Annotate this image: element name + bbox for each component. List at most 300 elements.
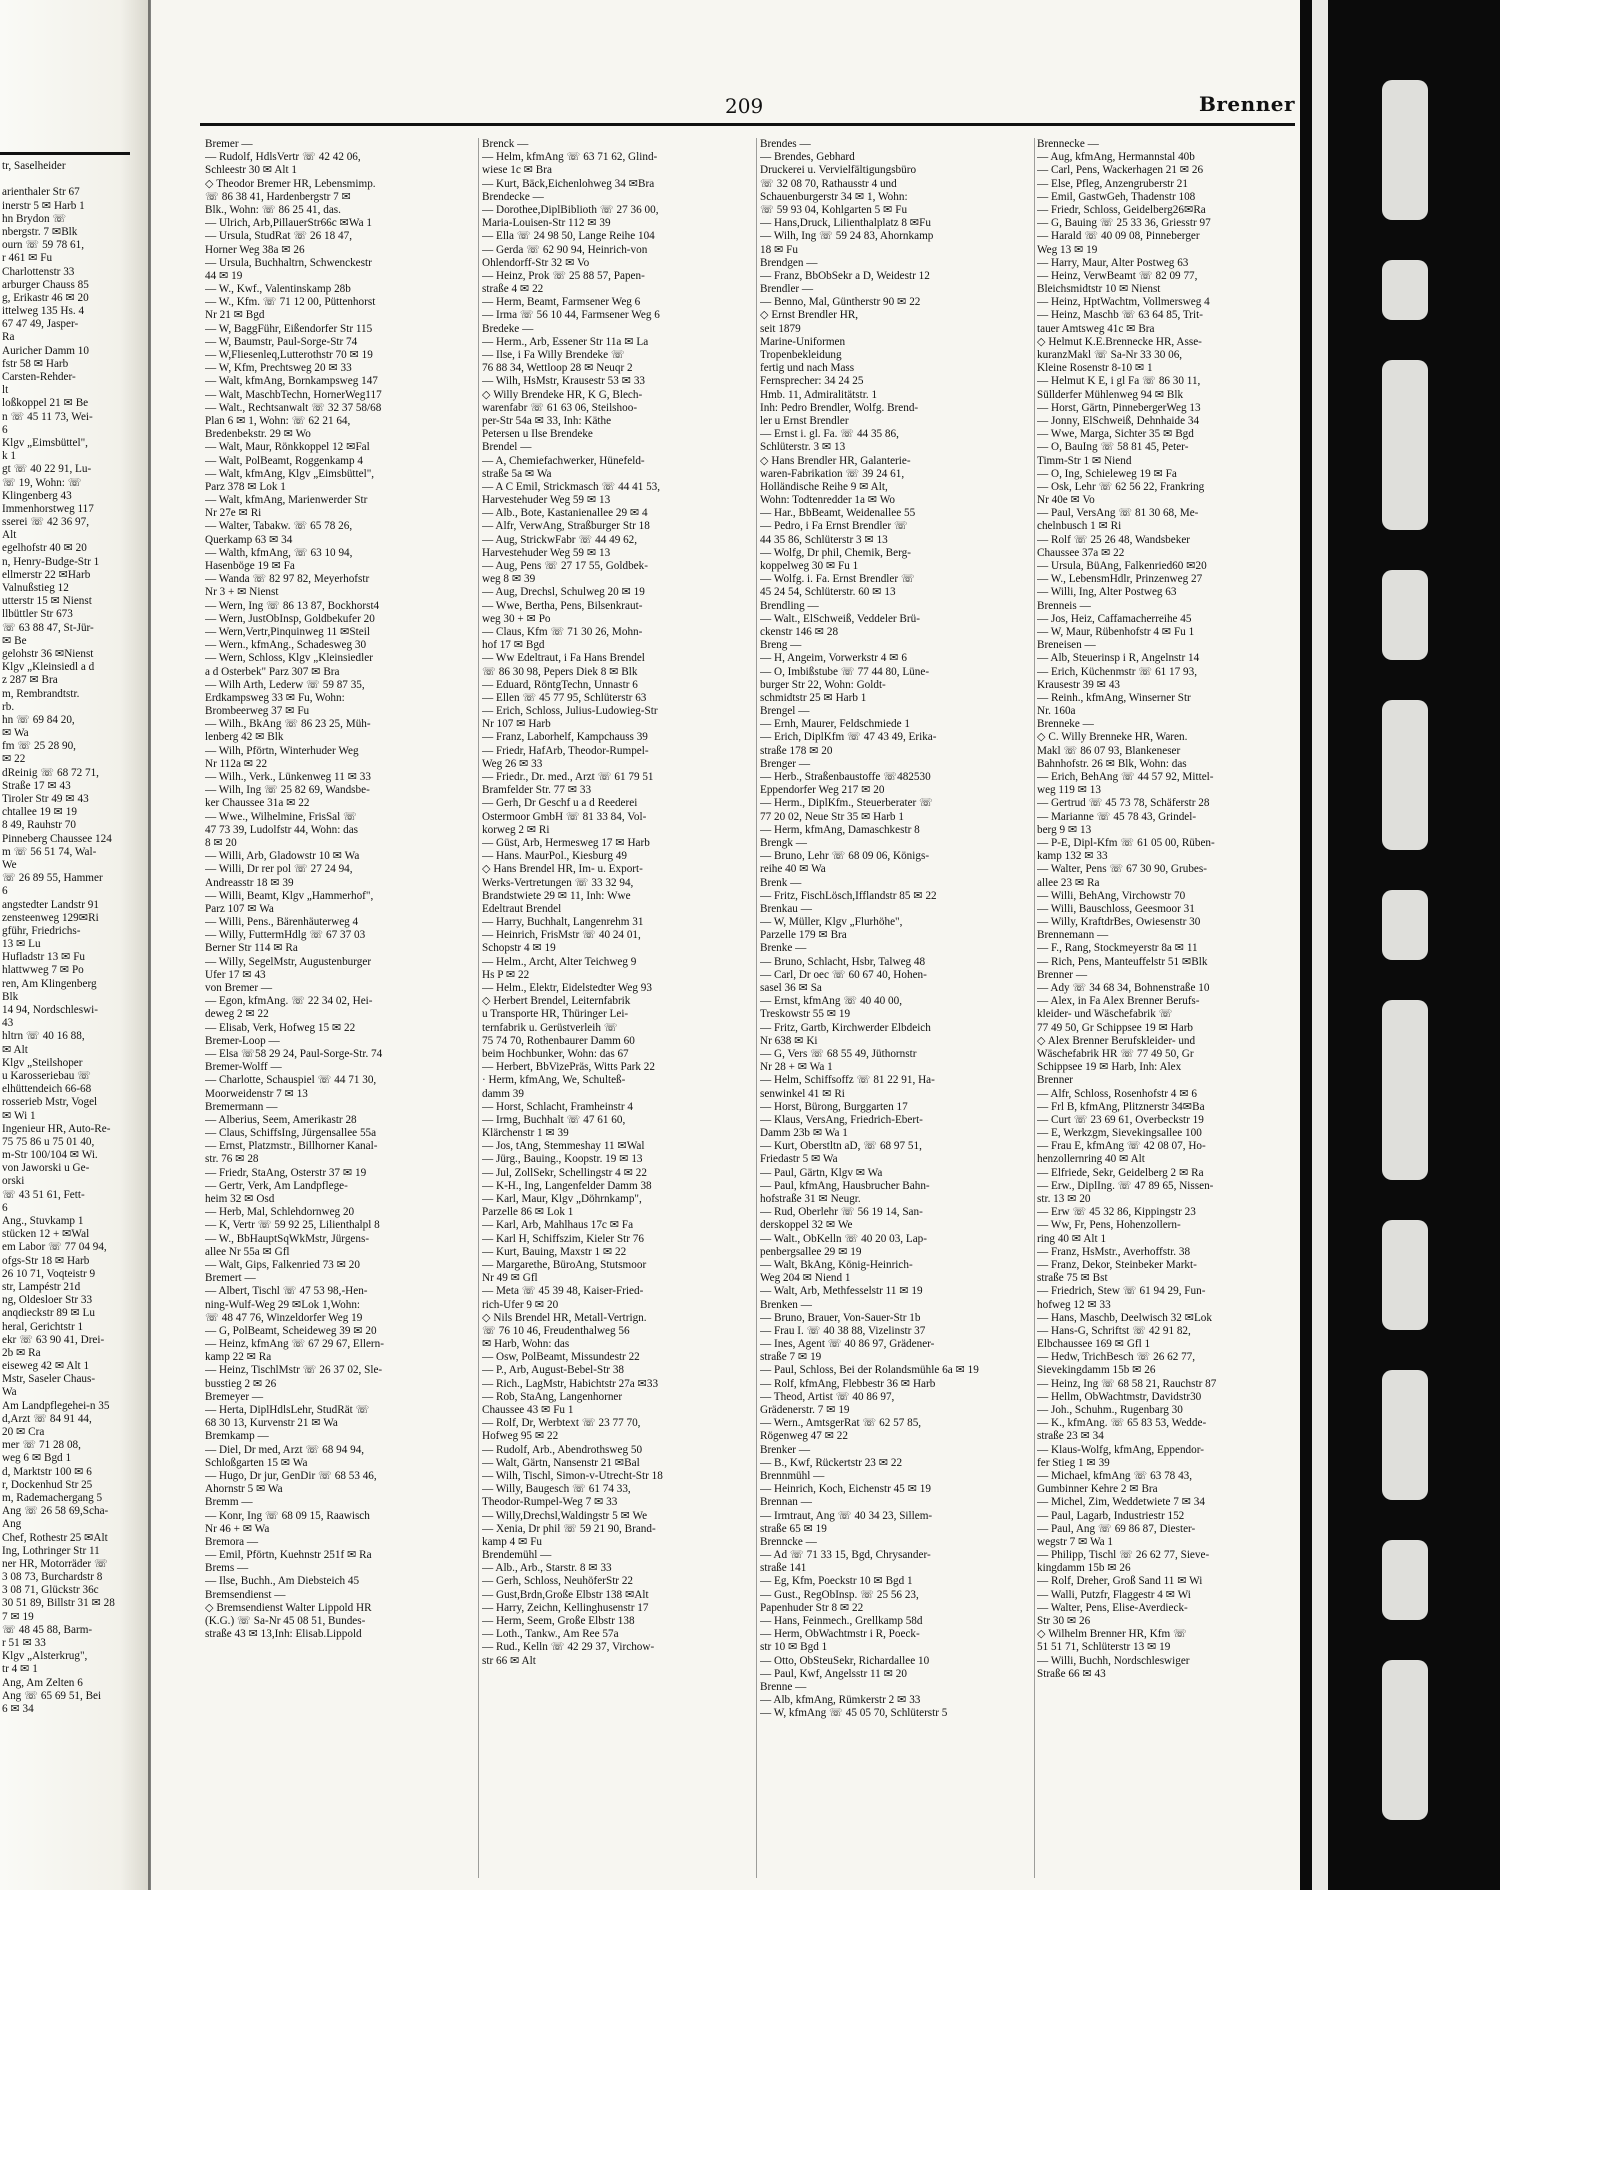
directory-line: tr 4 ✉ 1 [2,1663,38,1676]
directory-line: dReinig ☏ 68 72 71, [2,766,99,779]
directory-line: Brendecke — [482,190,544,203]
directory-line: Brennmühl — [760,1469,825,1482]
directory-line: Wa [2,1386,17,1399]
directory-line: — Harry, Buchhalt, Langenrehm 31 [482,916,644,929]
directory-line: straße 65 ✉ 19 [760,1522,827,1535]
directory-line: Brenken — [760,1298,812,1311]
directory-line: — Gertr, Verk, Am Landpflege- [205,1179,348,1192]
directory-line: Timm-Str 1 ✉ Niend [1037,454,1132,467]
directory-line: — Kurt, Bäck,Eichenlohweg 34 ✉Bra [482,177,655,190]
directory-line: Bremer — [205,138,253,150]
directory-line: — G, PolBeamt, Scheideweg 39 ✉ 20 [205,1324,377,1337]
directory-line: 6 ✉ 34 [2,1702,34,1715]
directory-line: straße 178 ✉ 20 [760,744,833,757]
directory-line: — Emil, GastwGeh, Thadenstr 108 [1037,190,1196,203]
directory-line: — Willi, Arb, Gladowstr 10 ✉ Wa [205,850,360,863]
directory-line: hltrn ☏ 40 16 88, [2,1030,85,1043]
directory-line: Brenne — [760,1680,807,1693]
directory-line: Bredenbekstr. 29 ✉ Wo [205,428,311,441]
directory-line: allee 23 ✉ Ra [1037,876,1100,889]
directory-line: — Wilh, Ing ☏ 59 24 83, Ahornkamp [760,230,934,243]
directory-line: — Loth., Tankw., Am Ree 57a [482,1628,619,1641]
directory-line: kleider- und Wäschefabrik ☏ [1037,1008,1173,1021]
directory-line: Schloßgarten 15 ✉ Wa [205,1456,308,1469]
directory-line: — Paul, Lagarb, Industriestr 152 [1037,1509,1185,1522]
column-3 [760,138,1032,1888]
directory-line: von Bremer — [205,982,273,994]
directory-line: m, Rademachergang 5 [2,1491,103,1504]
directory-line: Brenck — [482,138,529,150]
directory-line: Bremm — [205,1496,253,1509]
directory-line: gelohstr 36 ✉Nienst [2,647,94,660]
directory-line: — Erich, DiplKfm ☏ 47 43 49, Erika- [760,731,937,744]
directory-line: wegstr 7 ✉ Wa 1 [1037,1535,1114,1548]
directory-line: — Helm, kfmAng ☏ 63 71 62, Glind- [482,151,658,164]
directory-line: ekr ☏ 63 90 41, Drei- [2,1333,105,1346]
directory-line: rb. [2,700,15,713]
directory-line: — Horst, Gärtn, PinnebergerWeg 13 [1037,401,1201,414]
directory-line: — Ellen ☏ 45 77 95, Schlüterstr 63 [482,691,647,704]
directory-line: — Rud, Oberlehr ☏ 56 19 14, San- [760,1206,923,1219]
directory-line: — Heinz, Prok ☏ 25 88 57, Papen- [482,269,645,282]
directory-line: — W., BbHauptSqWkMstr, Jürgens- [205,1232,370,1245]
directory-line: — Güst, Arb, Hermesweg 17 ✉ Harb [482,836,650,849]
directory-line: — Wilh, Pförtn, Winterhuder Weg [205,744,359,757]
directory-line: Krausestr 39 ✉ 43 [1037,678,1121,691]
directory-line: — Horst, Schlacht, Framheinstr 4 [482,1100,634,1113]
directory-line: — Kurt, Oberstltn aD, ☏ 68 97 51, [760,1140,922,1153]
directory-line: — Heinz, kfmAng ☏ 67 29 67, Ellern- [205,1338,384,1351]
directory-line: — Herm, Beamt, Farmsener Weg 6 [482,296,641,309]
directory-line: — Walt, PolBeamt, Roggenkamp 4 [205,454,363,467]
directory-line: Druckerei u. Vervielfältigungsbüro [760,164,917,177]
directory-line: henzollernring 40 ✉ Alt [1037,1153,1145,1166]
directory-line: — Philipp, Tischl ☏ 26 62 77, Sieve- [1037,1549,1210,1562]
directory-line: heim 32 ✉ Osd [205,1193,275,1205]
directory-line: 20 ✉ Cra [2,1426,45,1438]
directory-line: r 461 ✉ Fu [2,252,53,265]
directory-line: — K-H., Ing, Langenfelder Damm 38 [482,1179,652,1192]
directory-line: 3 08 71, Glückstr 36c [2,1584,99,1597]
directory-line: — Gerh, Dr Geschf u a d Reederei [482,797,638,810]
directory-line: Bremsendienst — [205,1588,286,1601]
directory-line: — Walt, Gärtn, Nansenstr 21 ✉Bal [482,1456,640,1469]
directory-line: ◇ Alex Brenner Berufskleider- und [1037,1034,1196,1047]
directory-line: — Ernst, Platzmstr., Billhorner Kanal- [205,1140,378,1153]
directory-line: — Konr, Ing ☏ 68 09 15, Raawisch [205,1509,370,1522]
directory-line: — Marianne ☏ 45 78 43, Grindel- [1037,810,1197,823]
directory-line: — Hans, Maschb, Deelwisch 32 ✉Lok [1037,1311,1212,1324]
directory-line: Auricher Damm 10 [2,344,89,357]
directory-line: — Rolf, Dreher, Groß Sand 11 ✉ Wi [1037,1575,1203,1588]
directory-line: anqdieckstr 89 ✉ Lu [2,1307,95,1320]
directory-line: mer ☏ 71 28 08, [2,1439,81,1452]
directory-line: Nr 638 ✉ Ki [760,1034,818,1047]
directory-line: koppelweg 30 ✉ Fu 1 [760,560,859,572]
directory-line: — Osw, PolBeamt, Missundestr 22 [482,1351,640,1364]
directory-line: — Irmg, Buchhalt ☏ 47 61 60, [482,1113,626,1126]
directory-line: 76 88 34, Wettloop 28 ✉ Neuqr 2 [482,362,633,375]
directory-line: — Margarethe, BüroAng, Stutsmoor [482,1258,647,1271]
directory-line: — Karl, Arb, Mahlhaus 17c ✉ Fa [482,1219,634,1232]
directory-line: — Alex, in Fa Alex Brenner Berufs- [1037,995,1200,1008]
directory-line: — Reinh., kfmAng, Winserner Str [1037,691,1191,704]
directory-line: Nr 21 ✉ Bgd [205,309,265,322]
directory-line: — Alberius, Seem, Amerikastr 28 [205,1113,357,1126]
directory-line: Brenker — [760,1443,811,1456]
directory-line: — Carl, Dr oec ☏ 60 67 40, Hohen- [760,968,927,981]
directory-line: — Paul, Gärtn, Klgv ✉ Wa [760,1166,883,1179]
directory-line: Nr 27e ✉ Ri [205,507,262,520]
directory-line: Nr 49 ✉ Gfl [482,1272,538,1285]
directory-line: — K., kfmAng. ☏ 65 83 53, Wedde- [1037,1417,1207,1430]
directory-line: Petersen u Ilse Brendeke [482,428,593,441]
directory-line: ✉ 22 [2,753,26,766]
directory-line: ✉ Wa [2,727,29,740]
directory-line: — B., Kwf, Rückertstr 23 ✉ 22 [760,1456,903,1469]
directory-line: Am Landpflegehei-n 35 [2,1399,110,1412]
directory-line: g, Erikastr 46 ✉ 20 [2,291,89,304]
directory-line: — Xenia, Dr phil ☏ 59 21 90, Brand- [482,1522,656,1535]
directory-line: Weg 26 ✉ 33 [482,757,543,770]
directory-line: arienthaler Str 67 [2,186,80,199]
directory-line: — Walt., ObKelln ☏ 40 20 03, Lap- [760,1232,927,1245]
directory-line: Str 30 ✉ 26 [1037,1615,1091,1627]
directory-line: — Herb., Straßenbaustoffe ☏482530 [760,771,931,783]
directory-line: Hmb. 11, Admiralitätstr. 1 [760,388,878,401]
directory-line: — Wilh., Verk., Lünkenweg 11 ✉ 33 [205,771,371,783]
directory-line: Ostermoor GmbH ☏ 81 33 84, Vol- [482,810,647,823]
directory-line: Ang, Am Zelten 6 [2,1676,83,1689]
bleed-through-shapes [1360,0,1450,1890]
directory-line: — Herb, Mal, Schlehdornweg 20 [205,1206,355,1219]
directory-line: — Hellm, ObWachtmstr, Davidstr30 [1037,1390,1202,1403]
directory-line: — G, Vers ☏ 68 55 49, Jüthornstr [760,1047,917,1060]
directory-line: ☏ 63 88 47, St-Jür- [2,621,94,634]
directory-line: 3 08 73, Burchardstr 8 [2,1571,103,1584]
directory-line: str 66 ✉ Alt [482,1654,536,1667]
directory-line: ellmerstr 22 ✉Harb [2,568,91,581]
directory-line: utterstr 15 ✉ Nienst [2,595,92,608]
directory-line: Brengk — [760,836,807,849]
directory-line: — Gerda ☏ 62 90 94, Heinrich-von [482,243,648,256]
directory-line: ren, Am Klingenberg [2,977,97,990]
directory-line: Brenk — [760,876,802,889]
directory-line: — Meta ☏ 45 39 48, Kaiser-Fried- [482,1285,644,1298]
directory-line: · Herm, kfmAng, We, Schulteß- [482,1074,626,1087]
directory-line: Bremeyer — [205,1390,264,1403]
directory-line: senwinkel 41 ✉ Ri [760,1087,845,1100]
directory-line: ittelweg 135 Hs. 4 [2,305,85,318]
directory-line: — F., Rang, Stockmeyerstr 8a ✉ 11 [1037,942,1198,955]
directory-line: Hufladstr 13 ✉ Fu [2,951,86,964]
column-divider [478,138,479,1878]
directory-line: — W, Müller, Klgv „Flurhöhe", [760,916,903,929]
directory-line: — W, Kfm, Prechtsweg 20 ✉ 33 [205,362,352,375]
directory-line: — Heinz, HptWachtm, Vollmersweg 4 [1037,296,1210,309]
directory-line: Ahornstr 5 ✉ Wa [205,1483,283,1496]
directory-line: tr, Saselheider [2,160,66,172]
directory-line: — Herm., Arb, Essener Str 11a ✉ La [482,335,649,348]
directory-line: Brenner [1037,1074,1074,1087]
directory-line: — Gust., RegObInsp. ☏ 25 56 23, [760,1588,919,1601]
directory-line: Querkamp 63 ✉ 34 [205,533,293,546]
directory-line: 6 [2,885,8,898]
directory-line: — Rolf, kfmAng, Flebbestr 36 ✉ Harb [760,1377,936,1390]
directory-line: — Irmtraut, Ang ☏ 40 34 23, Sillem- [760,1509,933,1522]
directory-line: str 10 ✉ Bgd 1 [760,1641,828,1654]
directory-line: — Paul, kfmAng, Hausbrucher Bahn- [760,1179,930,1192]
directory-line: — Ursula, StudRat ☏ 26 18 47, [205,230,352,243]
directory-line: ✉ Alt [2,1043,28,1056]
directory-line: Parz 107 ✉ Wa [205,902,274,915]
directory-line: — Elsa ☏58 29 24, Paul-Sorge-Str. 74 [205,1047,383,1060]
directory-line: — Osk, Lehr ☏ 62 56 22, Frankring [1037,480,1205,493]
directory-line: — Herm., DiplKfm., Steuerberater ☏ [760,797,934,810]
directory-line: 14 94, Nordschleswi- [2,1004,99,1016]
column-1 [205,138,475,1888]
directory-line: Parzelle 86 ✉ Lok 1 [482,1206,574,1219]
directory-line: ◇ Theodor Bremer HR, Lebensmimp. [205,177,376,190]
directory-line: 6 [2,1201,8,1214]
directory-line: — W, Maur, Rübenhofstr 4 ✉ Fu 1 [1037,625,1195,638]
directory-line: Brengel — [760,705,810,718]
directory-line: penbergsallee 29 ✉ 19 [760,1245,862,1258]
directory-line: warenfabr ☏ 61 63 06, Steilshoo- [482,401,638,414]
directory-line: fertig und nach Mass [760,362,855,375]
directory-line: ☏ 26 89 55, Hammer [2,872,103,885]
directory-line: — Claus, SchiffsIng, Jürgensallee 55a [205,1127,377,1140]
directory-line: straße 141 [760,1562,807,1575]
directory-line: Brenger — [760,757,811,770]
directory-line: Bremkamp — [205,1430,269,1443]
directory-line: waren-Fabrikation ☏ 39 24 61, [760,467,905,480]
directory-line: — Bruno, Brauer, Von-Sauer-Str 1b [760,1311,921,1324]
directory-line: Elbchaussee 169 ✉ Gfl 1 [1037,1338,1151,1351]
directory-line: Brenncke — [760,1535,817,1548]
directory-line: Bremora — [205,1535,259,1548]
directory-line: Brendling — [760,599,819,612]
scan-edge-gap [1312,0,1328,1890]
directory-line: 30 51 89, Billstr 31 ✉ 28 [2,1597,115,1610]
directory-line: Klgv „Steilshoper [2,1056,83,1069]
directory-line: Nr 46 + ✉ Wa [205,1522,270,1535]
directory-line: (K.G.) ☏ Sa-Nr 45 08 51, Bundes- [205,1615,366,1627]
directory-line: — O, Ing, Schieleweg 19 ✉ Fa [1037,467,1177,480]
directory-line: Brendgen — [760,256,818,269]
directory-line: — Gust,Brdn,Große Elbstr 138 ✉Alt [482,1588,649,1601]
directory-line: busstieg 2 ✉ 26 [205,1377,277,1390]
directory-line: Blk [2,990,19,1003]
directory-line: — Hans, Feinmech., Grellkamp 58d [760,1615,923,1627]
directory-line: weg 119 ✉ 13 [1037,784,1101,797]
directory-line: — Otto, ObSteuSekr, Richardallee 10 [760,1654,930,1667]
directory-line: Bahnhofstr. 26 ✉ Blk, Wohn: das [1037,757,1187,770]
directory-line: ☏ 59 93 04, Kohlgarten 5 ✉ Fu [760,203,908,216]
directory-line: Klgv „Alsterkrug", [2,1650,88,1663]
directory-line: Ing, Lothringer Str 11 [2,1544,100,1557]
directory-line: egelhofstr 40 ✉ 20 [2,542,87,555]
directory-line: Brandstwiete 29 ✉ 11, Inh: Wwe [482,889,631,902]
directory-line: Valnußstieg 12 [2,582,69,594]
directory-line: 47 73 39, Ludolfstr 44, Wohn: das [205,823,359,836]
directory-line: — Walt., ElSchweiß, Veddeler Brü- [760,612,920,625]
directory-line: — Aug, StrickwFabr ☏ 44 49 62, [482,533,638,546]
directory-line: — Franz, HsMstr., Averhoffstr. 38 [1037,1245,1191,1258]
directory-line: — Heinz, TischlMstr ☏ 26 37 02, Sle- [205,1364,383,1377]
directory-line: — Karl H, Schiffszim, Kieler Str 76 [482,1232,644,1245]
directory-line: tauer Amtsweg 41c ✉ Bra [1037,322,1155,335]
directory-line: — Willy,Drechsl,Waldingstr 5 ✉ We [482,1509,648,1522]
directory-line: ◇ Ernst Brendler HR, [760,309,859,322]
directory-line: fstr 58 ✉ Harb [2,357,69,370]
directory-line: — Alb, Steuerinsp i R, Angelnstr 14 [1037,652,1200,665]
directory-line: fer Stieg 1 ✉ 39 [1037,1456,1110,1469]
directory-line: 75 74 70, Rothenbaurer Damm 60 [482,1034,635,1047]
directory-line: Friedastr 5 ✉ Wa [760,1153,838,1166]
directory-line: berg 9 ✉ 13 [1037,823,1092,836]
directory-line: Alt [2,529,17,542]
directory-line: — Wern., AmtsgerRat ☏ 62 57 85, [760,1417,922,1430]
directory-line: derskoppel 32 ✉ We [760,1219,853,1232]
directory-line: Klgv „Kleinsiedl a d [2,661,95,674]
directory-line: damm 39 [482,1087,524,1100]
directory-line: Harvestehuder Weg 59 ✉ 13 [482,494,611,507]
directory-line: — Franz, Laborhelf, Kampchauss 39 [482,731,648,744]
directory-line: — Harry, Maur, Alter Postweg 63 [1037,256,1189,269]
directory-line: inerstr 5 ✉ Harb 1 [2,199,85,212]
directory-line: — Michel, Zim, Weddetwiete 7 ✉ 34 [1037,1496,1205,1509]
directory-line: — Charlotte, Schauspiel ☏ 44 71 30, [205,1074,377,1087]
directory-line: — Ella ☏ 24 98 50, Lange Reihe 104 [482,230,655,243]
directory-line: — Rolf ☏ 25 26 48, Wandsbeker [1037,533,1191,546]
directory-line: Brems — [205,1562,249,1575]
directory-line: — W., Kwf., Valentinskamp 28b [205,283,351,296]
directory-line: — Hans. MaurPol., Kiesburg 49 [482,850,627,863]
directory-line: — Erw., DiplIng. ☏ 47 89 65, Nissen- [1037,1179,1214,1192]
directory-line: — Heinz, Maschb ☏ 63 64 85, Trit- [1037,309,1203,322]
directory-line: — Jonny, ElSchweiß, Dehnhaide 34 [1037,414,1200,427]
directory-line: ◇ Nils Brendel HR, Metall-Vertrign. [482,1311,647,1324]
directory-line: Weg 13 ✉ 19 [1037,243,1098,256]
directory-line: — Bruno, Lehr ☏ 68 09 06, Königs- [760,850,930,863]
directory-line: — Erich, BehAng ☏ 44 57 92, Mittel- [1037,771,1214,783]
directory-line: — Wilh, Ing ☏ 25 82 69, Wandsbe- [205,784,370,797]
directory-line: — Diel, Dr med, Arzt ☏ 68 94 94, [205,1443,365,1456]
directory-line: 77 49 50, Gr Schippsee 19 ✉ Harb [1037,1021,1194,1034]
directory-line: — Ww, Fr, Pens, Hohenzollern- [1037,1219,1181,1232]
directory-line: straße 7 ✉ 19 [760,1351,822,1364]
directory-line: — Gertrud ☏ 45 73 78, Schäferstr 28 [1037,797,1210,810]
directory-line: ofgs-Str 18 ✉ Harb [2,1254,90,1267]
directory-line: 13 ✉ Lu [2,938,41,951]
directory-line: Schopstr 4 ✉ 19 [482,942,556,955]
directory-line: korweg 2 ✉ Ri [482,823,550,836]
directory-line: Mstr, Saseler Chaus- [2,1373,96,1386]
directory-line: hn Brydon ☏ [2,212,67,225]
directory-line: — Wern, Ing ☏ 86 13 87, Bockhorst4 [205,599,380,612]
directory-line: 45 24 54, Schlüterstr. 60 ✉ 13 [760,586,896,599]
directory-line: Harvestehuder Weg 59 ✉ 13 [482,546,611,559]
directory-line: — Walt, BkAng, König-Heinrich- [760,1258,913,1271]
directory-line: — Paul, Schloss, Bei der Rolandsmühle 6a ✉ 19 [760,1364,979,1377]
directory-line: 6 [2,423,8,436]
directory-line: str, Lampéstr 21d [2,1280,81,1293]
directory-line: Maria-Louisen-Str 112 ✉ 39 [482,217,611,230]
directory-line: — Horst, Bürong, Burggarten 17 [760,1100,908,1113]
directory-line: kuranzMakl ☏ Sa-Nr 33 30 06, [1037,349,1183,361]
directory-line: Immenhorstweg 117 [2,502,94,515]
directory-line: Makl ☏ 86 07 93, Blankeneser [1037,744,1181,757]
directory-line: — G, Bauing ☏ 25 33 36, Griesstr 97 [1037,217,1211,230]
directory-line: — Hans-G, Schriftst ☏ 42 91 82, [1037,1324,1191,1337]
directory-line: — Willi, Pens., Bärenhäuterweg 4 [205,916,359,929]
directory-line: — Paul, VersAng ☏ 81 30 68, Me- [1037,507,1199,520]
directory-line: — W., LebensmHdlr, Prinzenweg 27 [1037,573,1203,586]
directory-line: — Wern, Schloss, Klgv „Kleinsiedler [205,652,373,665]
directory-line: — Frl B, kfmAng, Plitznerstr 34✉Ba [1037,1100,1205,1113]
directory-line: — Ady ☏ 34 68 34, Bohnenstraße 10 [1037,982,1210,994]
directory-line: Schauenburgerstr 34 ✉ 1, Wohn: [760,190,908,203]
directory-line: ◇ Helmut K.E.Brennecke HR, Asse- [1037,335,1202,348]
directory-line: — Ines, Agent ☏ 40 86 97, Grädener- [760,1338,935,1351]
directory-line: Erdkampsweg 33 ✉ Fu, Wohn: [205,691,345,704]
directory-line: — Curt ☏ 23 69 61, Overbeckstr 19 [1037,1113,1204,1126]
directory-line: straße 43 ✉ 13,Inh: Elisab.Lippold [205,1628,362,1641]
directory-line: — A, Chemiefachwerker, Hünefeld- [482,454,645,467]
directory-line: — O, BauIng ☏ 58 81 45, Peter- [1037,441,1189,454]
directory-line: Berner Str 114 ✉ Ra [205,942,298,955]
directory-line: — Erich, Küchenmstr ☏ 61 17 93, [1037,665,1198,678]
directory-line: ☏ 19, Wohn: ☏ [2,476,82,489]
directory-line: Nr 40e ✉ Vo [1037,494,1095,507]
directory-line: lenberg 42 ✉ Blk [205,731,284,744]
directory-line: kamp 4 ✉ Fu [482,1535,543,1548]
directory-line: kingdamm 15b ✉ 26 [1037,1562,1131,1575]
directory-line: Bremermann — [205,1100,278,1113]
directory-line: — Jürg., Bauing., Koopstr. 19 ✉ 13 [482,1153,643,1166]
directory-line: Treskowstr 55 ✉ 19 [760,1008,851,1021]
directory-line: hofweg 12 ✉ 33 [1037,1298,1111,1311]
directory-line: ◇ Willy Brendeke HR, K G, Blech- [482,388,643,401]
directory-line: Gumbinner Kehre 2 ✉ Bra [1037,1483,1158,1496]
directory-line: Holländische Reihe 9 ✉ Alt, [760,480,888,493]
directory-line: — O, Imbißstube ☏ 77 44 80, Lüne- [760,665,930,678]
directory-line: — Heinz, VerwBeamt ☏ 82 09 77, [1037,269,1198,282]
directory-line: Breneisen — [1037,639,1096,652]
directory-line: em Labor ☏ 77 04 94, [2,1241,107,1254]
directory-line: — Rich, Pens, Manteuffelstr 51 ✉Blk [1037,955,1208,968]
directory-line: Damm 23b ✉ Wa 1 [760,1127,848,1140]
directory-line: Klärchenstr 1 ✉ 39 [482,1127,569,1140]
directory-line: — Joh., Schuhm., Rugenbarg 30 [1037,1404,1183,1416]
directory-line: Tropenbekleidung [760,349,842,361]
directory-line: — Willi, Beamt, Klgv „Hammerhof", [205,889,374,902]
directory-line: — Dorothee,DiplBiblioth ☏ 27 36 00, [482,203,659,216]
directory-line: straße 23 ✉ 34 [1037,1430,1104,1443]
directory-line: — Ursula, BüAng, Falkenried60 ✉20 [1037,560,1207,572]
directory-line: — Erw ☏ 45 32 86, Kippingstr 23 [1037,1206,1196,1219]
directory-line: Parz 378 ✉ Lok 1 [205,480,286,493]
directory-line: — Wwe, Marga, Sichter 35 ✉ Bgd [1037,428,1194,441]
directory-line: — Albert, Tischl ☏ 47 53 98,-Hen- [205,1285,368,1298]
directory-line: Bramfelder Str. 77 ✉ 33 [482,784,592,797]
directory-line: allee Nr 55a ✉ Gfl [205,1245,290,1258]
directory-line: — Jos, tAng, Stemmeshay 11 ✉Wal [482,1140,645,1153]
directory-line: gt ☏ 40 22 91, Lu- [2,463,92,476]
directory-line: 8 49, Rauhstr 70 [2,819,76,832]
directory-line: — Herbert, BbVizePräs, Witts Park 22 [482,1061,655,1074]
